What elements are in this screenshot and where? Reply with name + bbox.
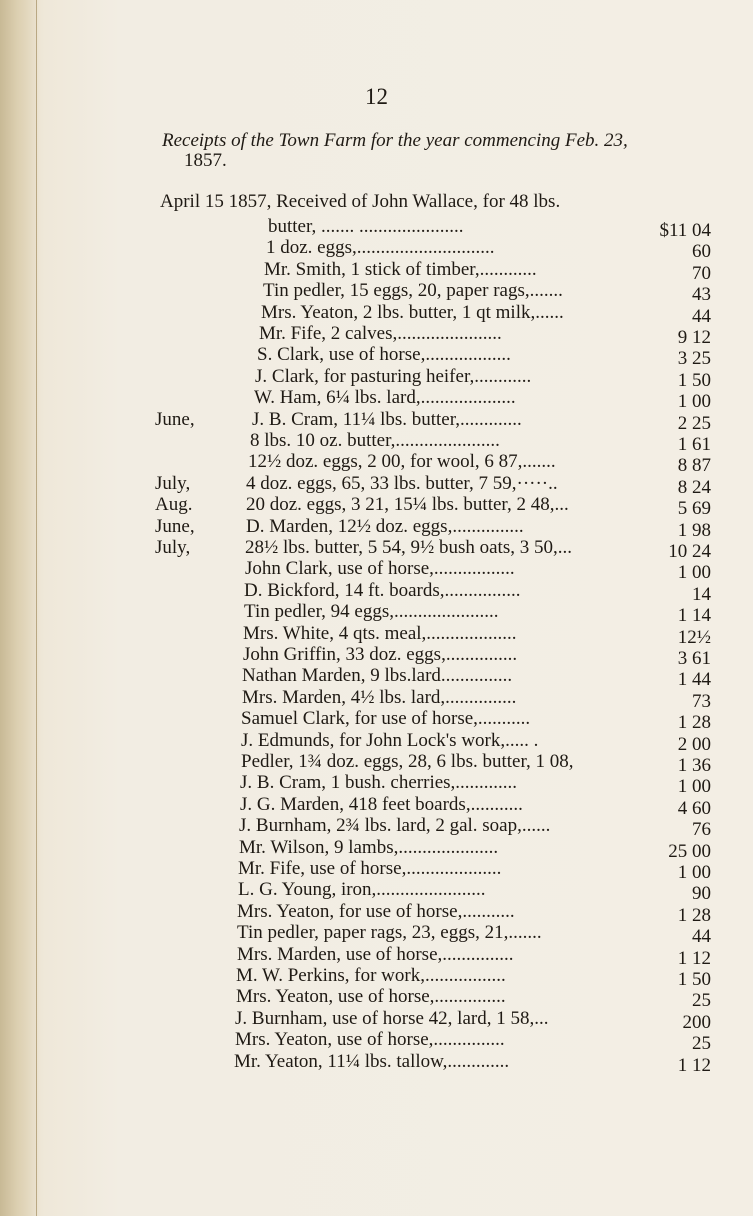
entry-description: J. B. Cram, 1 bush. cherries,............. xyxy=(240,772,518,794)
entry-description: Mrs. Yeaton, use of horse,............... xyxy=(236,986,506,1008)
book-gutter xyxy=(0,0,40,1216)
entry-amount: 1 61 xyxy=(677,434,711,455)
entry-amount: 9 12 xyxy=(677,327,711,348)
entry-amount: 8 87 xyxy=(677,455,711,477)
entry-amount: 25 xyxy=(692,990,711,1012)
entry-amount: 1 50 xyxy=(677,369,711,391)
entry-amount: 1 98 xyxy=(677,519,711,541)
entry-amount: 1 00 xyxy=(677,562,711,584)
entry-description: Mrs. Yeaton, 2 lbs. butter, 1 qt milk,...... xyxy=(261,301,564,323)
entry-amount: 60 xyxy=(692,241,711,263)
entry-amount: 200 xyxy=(682,1011,711,1033)
entry-month: June, xyxy=(155,515,195,537)
entry-description: butter, ....... ...................... xyxy=(268,216,464,237)
heading-year: 1857. xyxy=(184,150,227,171)
entry-description: Mr. Yeaton, 11¼ lbs. tallow,............. xyxy=(234,1050,510,1072)
entry-amount: 73 xyxy=(692,690,711,712)
entry-description: L. G. Young, iron,....................... xyxy=(238,879,486,901)
entry-amount: 44 xyxy=(692,305,711,327)
entry-amount: 90 xyxy=(692,883,711,905)
entry-amount: 1 14 xyxy=(677,605,711,627)
entry-month: Aug. xyxy=(155,494,193,516)
entry-amount: 25 xyxy=(692,1033,711,1055)
entry-amount: 1 12 xyxy=(677,1054,711,1076)
entry-amount: 2 25 xyxy=(677,412,711,434)
entry-amount: 1 00 xyxy=(677,776,711,798)
page-heading xyxy=(162,131,722,171)
entry-amount: 1 36 xyxy=(677,755,711,776)
entry-description: Mr. Wilson, 9 lambs,..................... xyxy=(239,836,499,858)
entry-description: John Griffin, 33 doz. eggs,............... xyxy=(243,644,518,665)
entry-description: Mrs. Marden, 4½ lbs. lard,............... xyxy=(242,686,517,708)
entry-amount: 4 60 xyxy=(677,797,711,819)
entry-description: D. Marden, 12½ doz. eggs,............... xyxy=(246,515,524,537)
entry-amount: 76 xyxy=(692,819,711,841)
entry-amount: 44 xyxy=(692,926,711,948)
entry-description: Mr. Smith, 1 stick of timber,............ xyxy=(264,258,537,280)
entry-amount: 43 xyxy=(692,284,711,306)
heading-text: Receipts of the Town Farm for the year commencing Feb. 23, xyxy=(162,130,628,151)
entry-description: M. W. Perkins, for work,................. xyxy=(236,965,506,986)
entry-description: S. Clark, use of horse,.................. xyxy=(257,344,511,366)
entry-description: J. Edmunds, for John Lock's work,..... . xyxy=(241,729,539,751)
entry-description: 12½ doz. eggs, 2 00, for wool, 6 87,....... xyxy=(248,451,556,473)
entry-description: 20 doz. eggs, 3 21, 15¼ lbs. butter, 2 48,... xyxy=(246,494,569,516)
entry-description: Mrs. Marden, use of horse,............... xyxy=(237,943,514,965)
entry-amount: $11 04 xyxy=(659,220,711,241)
entry-description: Samuel Clark, for use of horse,........... xyxy=(241,708,531,730)
entry-amount: 1 44 xyxy=(677,669,711,691)
entry-amount: 1 50 xyxy=(677,969,711,990)
entry-description: John Clark, use of horse,................. xyxy=(245,558,515,580)
entry-description: J. Burnham, use of horse 42, lard, 1 58,... xyxy=(235,1007,549,1029)
entry-description: Tin pedler, paper rags, 23, eggs, 21,....... xyxy=(237,922,542,944)
entry-amount: 1 00 xyxy=(677,862,711,883)
entry-description: Mr. Fife, use of horse,.................... xyxy=(238,858,502,879)
entry-month: July, xyxy=(155,472,191,494)
entry-amount: 1 00 xyxy=(677,391,711,413)
entry-description: J. G. Marden, 418 feet boards,........... xyxy=(240,793,523,815)
entry-amount: 14 xyxy=(692,583,711,605)
entry-amount: 2 00 xyxy=(677,733,711,755)
gutter-edge xyxy=(36,0,37,1216)
entry-description: Nathan Marden, 9 lbs.lard............... xyxy=(242,665,513,687)
entry-description: J. B. Cram, 11¼ lbs. butter,............. xyxy=(252,408,522,430)
entry-amount: 3 25 xyxy=(677,348,711,370)
page-number: 12 xyxy=(365,84,388,109)
entry-amount: 1 12 xyxy=(677,947,711,969)
entry-description: 8 lbs. 10 oz. butter,...................... xyxy=(250,430,500,451)
entry-month: June, xyxy=(155,408,195,430)
entry-amount: 8 24 xyxy=(677,476,711,498)
entry-amount: 12½ xyxy=(677,626,711,648)
entry-description: Mrs. Yeaton, for use of horse,........... xyxy=(237,900,515,922)
entry-description: Mrs. White, 4 qts. meal,................... xyxy=(243,622,517,644)
entry-amount: 25 00 xyxy=(668,840,711,862)
entry-amount: 5 69 xyxy=(677,498,711,520)
entry-description: D. Bickford, 14 ft. boards,................ xyxy=(244,579,521,601)
entry-description: 28½ lbs. butter, 5 54, 9½ bush oats, 3 50,... xyxy=(245,537,572,558)
entry-description: 4 doz. eggs, 65, 33 lbs. butter, 7 59,·····.. xyxy=(246,472,558,494)
entry-description: Tin pedler, 94 eggs,...................... xyxy=(244,601,499,623)
entry-description: Pedler, 1¾ doz. eggs, 28, 6 lbs. butter, 1 08, xyxy=(241,751,574,772)
entry-description: W. Ham, 6¼ lbs. lard,.................... xyxy=(254,387,516,409)
first-entry-line: April 15 1857, Received of John Wallace, for 48 lbs. xyxy=(160,191,561,212)
entry-amount: 3 61 xyxy=(677,648,711,669)
entry-amount: 1 28 xyxy=(677,904,711,926)
entry-description: Mrs. Yeaton, use of horse,............... xyxy=(235,1029,505,1051)
entry-description: J. Burnham, 2¾ lbs. lard, 2 gal. soap,...... xyxy=(239,815,551,837)
entry-description: Tin pedler, 15 eggs, 20, paper rags,....... xyxy=(263,280,563,302)
entry-amount: 10 24 xyxy=(668,541,711,562)
entry-amount: 70 xyxy=(692,262,711,284)
entry-description: J. Clark, for pasturing heifer,............ xyxy=(255,365,532,387)
entry-amount: 1 28 xyxy=(677,712,711,734)
entry-description: 1 doz. eggs,............................. xyxy=(266,237,495,259)
entry-month: July, xyxy=(155,537,191,558)
entry-description: Mr. Fife, 2 calves,...................... xyxy=(259,323,502,344)
